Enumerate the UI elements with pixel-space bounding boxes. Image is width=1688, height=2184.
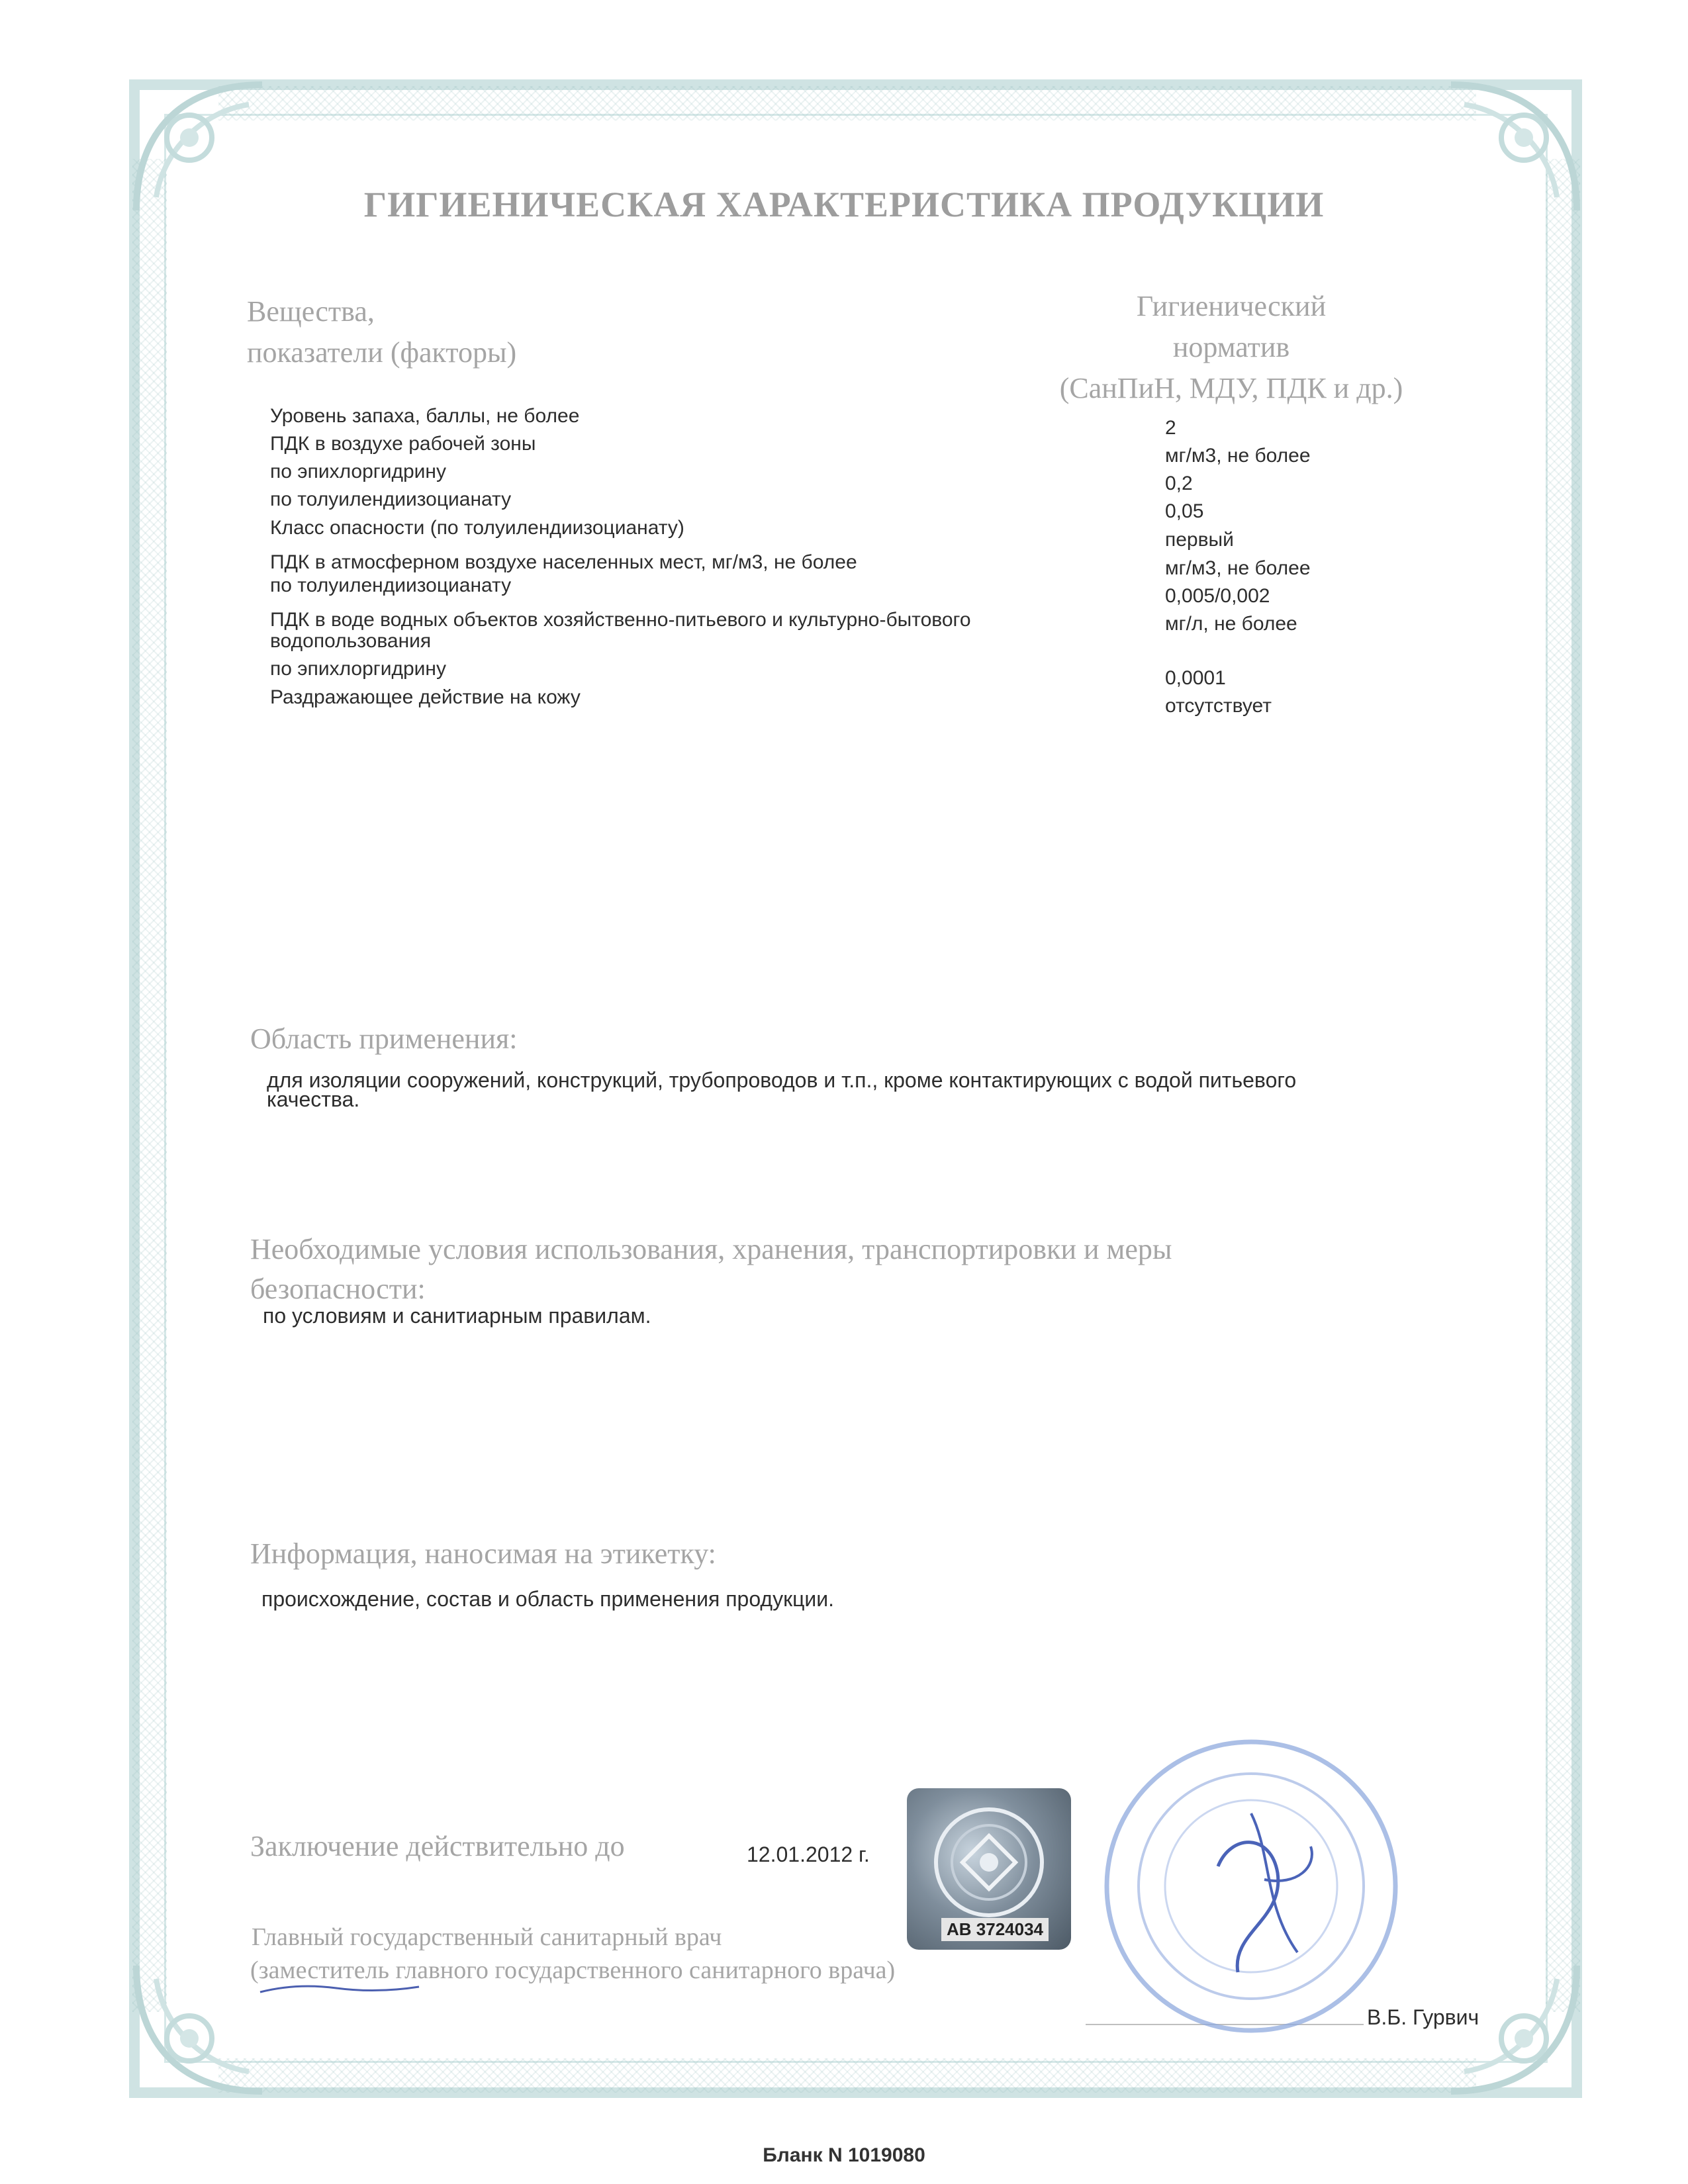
heading-line: показатели (факторы) <box>247 336 517 369</box>
section-heading-label-info: Информация, наносимая на этикетку: <box>250 1537 716 1570</box>
indicator-label: ПДК в атмосферном воздухе населенных мест, мг/м3, не более <box>270 551 857 573</box>
norm-value: мг/м3, не более <box>1165 445 1311 467</box>
deputy-underline-mark <box>257 1979 422 1999</box>
doctor-name: В.Б. Гурвич <box>1367 2005 1479 2029</box>
norm-value: отсутствует <box>1165 695 1272 717</box>
norm-value: мг/м3, не более <box>1165 557 1311 579</box>
doctor-deputy-title: (заместитель главного государственного санитарного врача) <box>250 1956 896 1984</box>
validity-label: Заключение действительно до <box>250 1830 625 1862</box>
column-heading-norm <box>1006 286 1456 409</box>
indicator-label: Класс опасности (по толуилендиизоцианату) <box>270 517 684 539</box>
section-heading-conditions-cont: безопасности: <box>250 1273 426 1305</box>
norm-value: 0,2 <box>1165 473 1193 494</box>
form-number: Бланк N 1019080 <box>763 2144 925 2166</box>
hologram-code: АВ 3724034 <box>941 1918 1049 1941</box>
heading-line: Гигиенический <box>1136 290 1327 322</box>
section-heading-conditions: Необходимые условия использования, хранения, транспортировки и меры <box>250 1233 1172 1265</box>
guilloche-left <box>132 159 167 2012</box>
document-title: ГИГИЕНИЧЕСКАЯ ХАРАКТЕРИСТИКА ПРОДУКЦИИ <box>363 185 1325 224</box>
validity-date: 12.01.2012 г. <box>747 1843 870 1866</box>
indicator-label: по толуилендиизоцианату <box>270 488 512 510</box>
indicator-label: ПДК в воздухе рабочей зоны <box>270 433 536 455</box>
security-hologram <box>907 1788 1071 1950</box>
indicator-label: по эпихлоргидрину <box>270 658 447 680</box>
indicator-label: водопользования <box>270 630 432 652</box>
column-heading-substances <box>247 291 516 373</box>
norm-value: 0,005/0,002 <box>1165 585 1270 607</box>
corner-ornament-bottom-left <box>130 1959 269 2098</box>
doctor-title: Главный государственный санитарный врач <box>252 1923 722 1951</box>
indicator-label: Уровень запаха, баллы, не более <box>270 405 580 427</box>
norm-value: 0,0001 <box>1165 667 1226 689</box>
norm-value: 0,05 <box>1165 500 1204 522</box>
conditions-text: по условиям и санитиарным правилам. <box>263 1304 651 1328</box>
official-seal-stamp <box>1099 1734 1403 2038</box>
indicator-label: по эпихлоргидрину <box>270 461 447 482</box>
heading-line: норматив <box>1172 331 1290 363</box>
guilloche-right <box>1546 159 1580 2012</box>
guilloche-top <box>218 86 1476 120</box>
indicator-label: Раздражающее действие на кожу <box>270 686 581 708</box>
norm-value: первый <box>1165 529 1234 551</box>
norm-value: 2 <box>1165 417 1176 439</box>
heading-line: Вещества, <box>247 295 375 328</box>
norm-value: мг/л, не более <box>1165 613 1297 635</box>
heading-line: (СанПиН, МДУ, ПДК и др.) <box>1059 372 1403 404</box>
guilloche-bottom <box>218 2058 1476 2093</box>
application-text-line: для изоляции сооружений, конструкций, трубопроводов и т.п., кроме контактирующих с водой питьевого <box>267 1068 1297 1092</box>
section-heading-application: Область применения: <box>250 1023 518 1055</box>
application-text-line: качества. <box>267 1087 360 1111</box>
indicator-label: по толуилендиизоцианату <box>270 574 512 596</box>
indicator-label: ПДК в воде водных объектов хозяйственно-питьевого и культурно-бытового <box>270 609 971 631</box>
label-info-text: происхождение, состав и область применения продукции. <box>261 1587 835 1611</box>
